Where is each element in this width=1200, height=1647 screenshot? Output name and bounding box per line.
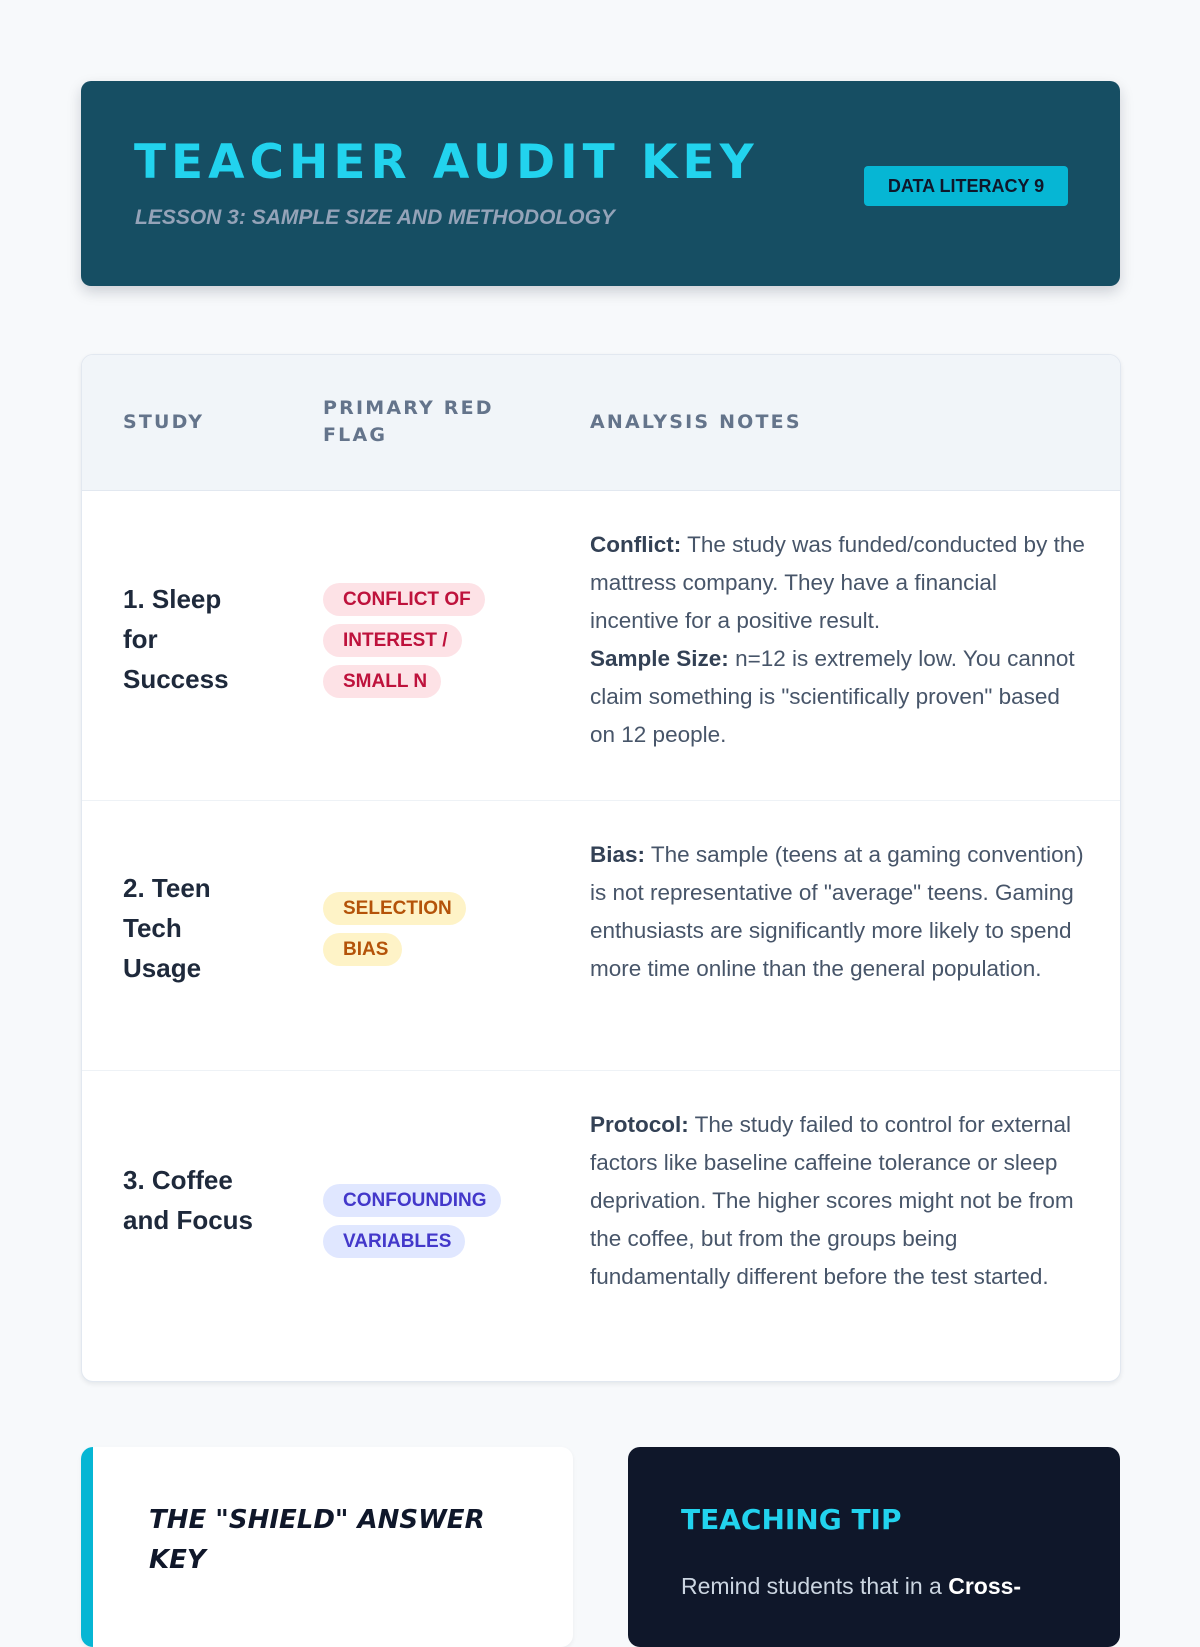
- red-flag-tag: SELECTION BIAS: [323, 892, 466, 966]
- analysis-notes: [590, 1106, 1090, 1296]
- table-row: [82, 800, 1120, 1071]
- red-flag-cell: [323, 580, 513, 703]
- page-title: TEACHER AUDIT KEY: [134, 135, 759, 190]
- note-text: The sample (teens at a gaming convention) is not representative of "average" teens. Gaming enthusiasts are significantly more likely to spend more time online than the general population.: [590, 842, 1084, 981]
- study-name: 3. Coffee and Focus: [123, 1165, 254, 1235]
- note-text: The study failed to control for external factors like baseline caffeine tolerance or sleep deprivation. The higher scores might not be from the coffee, but from the groups being fundamentally different before the test started.: [590, 1112, 1074, 1289]
- table-row: [82, 490, 1120, 801]
- note-text: n=12 is extremely low. You cannot claim something is "scientifically proven" based on 12 people.: [590, 646, 1075, 747]
- tip-text-bold: Cross-: [948, 1573, 1022, 1599]
- red-flag-cell: [323, 1181, 488, 1263]
- note-label: Protocol:: [590, 1112, 689, 1137]
- page-header: [81, 81, 1120, 286]
- course-badge: DATA LITERACY 9: [864, 166, 1068, 206]
- teaching-tip-text: [681, 1573, 1101, 1600]
- teaching-tip-card: [628, 1447, 1120, 1647]
- note-label: Conflict:: [590, 532, 682, 557]
- study-name: 2. Teen Tech Usage: [123, 873, 211, 983]
- table-header: [82, 355, 1120, 491]
- analysis-notes: [590, 526, 1090, 754]
- column-header-study: STUDY: [123, 411, 205, 433]
- audit-table: [81, 354, 1121, 1382]
- red-flag-tag: CONFOUNDING VARIABLES: [323, 1184, 501, 1258]
- note-paragraph: [590, 640, 1090, 754]
- note-label: Sample Size:: [590, 646, 729, 671]
- column-header-red-flag: PRIMARY RED FLAG: [323, 397, 494, 446]
- shield-answer-key-card: [81, 1447, 573, 1647]
- note-paragraph: [590, 836, 1090, 988]
- study-name: 1. Sleep for Success: [123, 584, 229, 694]
- red-flag-tag: CONFLICT OF INTEREST / SMALL N: [323, 583, 485, 698]
- note-label: Bias:: [590, 842, 646, 867]
- note-paragraph: [590, 526, 1090, 640]
- analysis-notes: [590, 836, 1090, 988]
- note-text: The study was funded/conducted by the mattress company. They have a financial incentive for a positive result.: [590, 532, 1085, 633]
- shield-card-title: THE "SHIELD" ANSWER KEY: [149, 1505, 485, 1575]
- column-header-analysis-notes: ANALYSIS NOTES: [590, 411, 802, 433]
- teaching-tip-title: TEACHING TIP: [681, 1503, 902, 1536]
- page-subtitle: LESSON 3: SAMPLE SIZE AND METHODOLOGY: [135, 206, 615, 229]
- table-row: [82, 1070, 1120, 1381]
- tip-text-start: Remind students that in a: [681, 1573, 949, 1599]
- red-flag-cell: [323, 889, 453, 971]
- note-paragraph: [590, 1106, 1090, 1296]
